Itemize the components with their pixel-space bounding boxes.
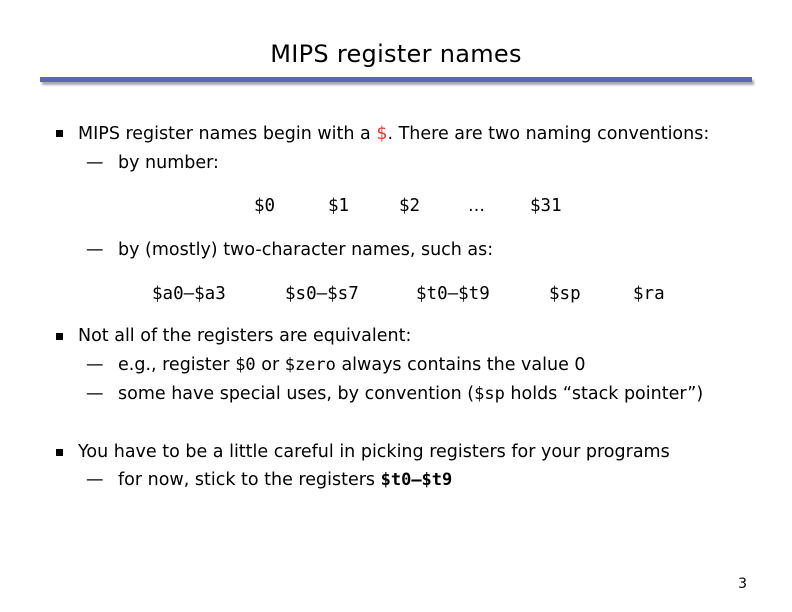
code-zero: $0 [235,355,256,375]
sub-bullet-text: by number: [118,153,219,173]
title-underline [40,77,752,82]
dash-marker: — [86,384,104,404]
dash-marker: — [86,153,104,173]
register-number-31: $31 [530,196,562,216]
register-name-s: $s0–$s7 [285,284,359,304]
dash-marker: — [86,470,104,490]
slide-title: MIPS register names [270,40,522,68]
code-zero-name: $zero [284,355,336,375]
dash-marker: — [86,240,104,260]
ellipsis: … [468,196,485,216]
sub-bullet-by-number [86,153,219,173]
sub-bullet-by-name [86,240,493,260]
bullet-marker [56,333,63,340]
register-number-2: $2 [399,196,421,216]
register-name-sp: $sp [549,284,581,304]
sub-bullet-zero-register [86,355,586,375]
dash-marker: — [86,355,104,375]
sub-bullet-text: or [255,355,285,375]
bullet-marker [56,130,63,137]
sub-bullet-text: holds “stack pointer”) [504,384,704,404]
sub-bullet-text: by (mostly) two-character names, such as: [118,240,494,260]
bullet-be-careful [78,442,670,462]
code-sp: $sp [474,384,505,404]
register-name-ra: $ra [633,284,665,304]
sub-bullet-text: some have special uses, by convention ( [118,384,475,404]
register-number-0: $0 [254,196,276,216]
bullet-text: . There are two naming conventions: [387,124,710,144]
bullet-naming-conventions [78,124,709,144]
bullet-text: Not all of the registers are equivalent: [78,326,412,346]
bullet-marker [56,449,63,456]
register-name-t: $t0–$t9 [416,284,490,304]
register-number-1: $1 [328,196,350,216]
register-name-a: $a0–$a3 [152,284,226,304]
sub-bullet-text: for now, stick to the registers [118,470,381,490]
page-number: 3 [738,576,747,592]
sub-bullet-special-uses [86,384,703,404]
bullet-not-equivalent [78,326,411,346]
sub-bullet-text: e.g., register [118,355,236,375]
bullet-text: MIPS register names begin with a [78,124,377,144]
dollar-sign: $ [376,124,388,144]
sub-bullet-stick-to-t [86,470,452,490]
sub-bullet-text: always contains the value 0 [335,355,586,375]
bullet-text: You have to be a little careful in picking registers for your programs [78,442,670,462]
code-t-registers: $t0–$t9 [380,470,453,490]
